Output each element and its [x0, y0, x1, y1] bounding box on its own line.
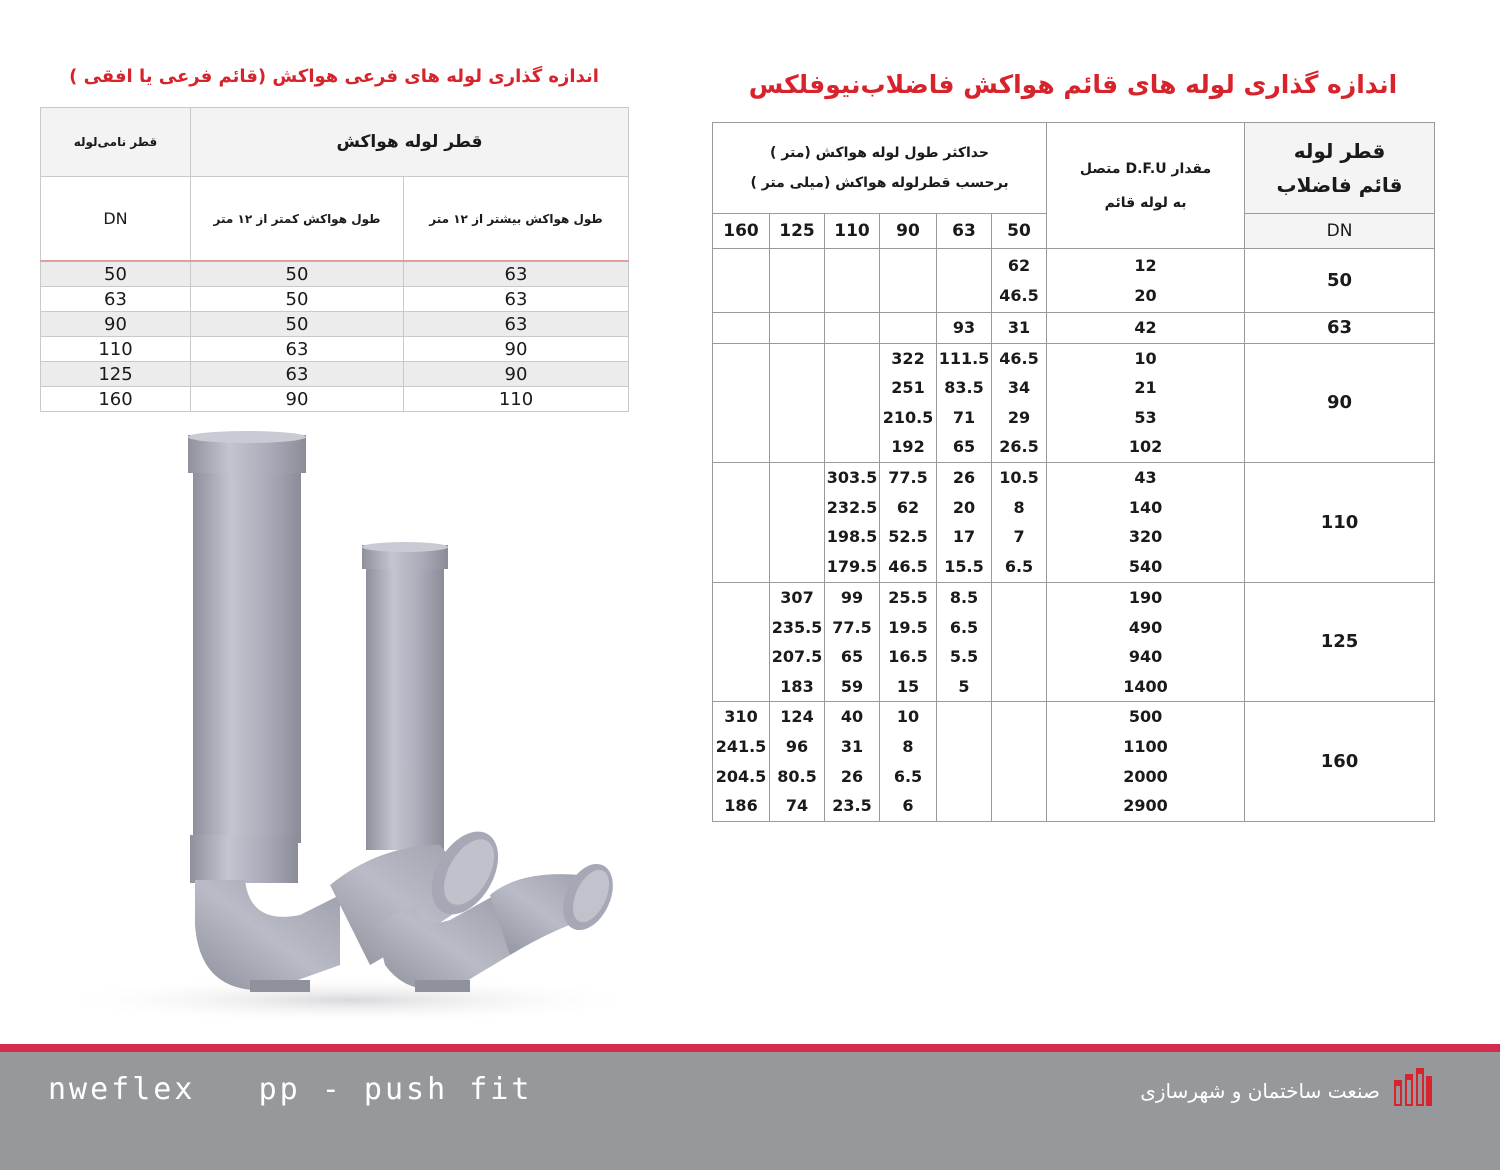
vent-more-12-header: طول هواکش بیشتر از ۱۲ متر — [404, 177, 629, 262]
cell-dfu — [1047, 582, 1245, 701]
cell-less: 50 — [191, 287, 404, 312]
cell-c125 — [770, 249, 825, 313]
cell-dn: 63 — [41, 287, 191, 312]
cell-value: 10 — [896, 707, 920, 727]
cell-c160 — [713, 702, 770, 821]
cell-value: 303.5 — [826, 468, 878, 488]
cell-value: 5 — [958, 676, 970, 696]
table-row — [41, 261, 629, 287]
cell-dn: 90 — [41, 312, 191, 337]
cell-c63 — [937, 702, 992, 821]
dn-header: DN — [1245, 214, 1435, 249]
cell-dn: 90 — [1245, 343, 1435, 462]
cell-c160 — [713, 313, 770, 344]
right-table-title: اندازه گذاری لوله های قائم هواکش فاضلاب‌نیوفلکس — [748, 70, 1398, 99]
cell-c50 — [992, 313, 1047, 344]
branch-vent-sizing-table — [40, 107, 629, 412]
cell-value: 186 — [724, 796, 758, 816]
cell-c160 — [713, 343, 770, 462]
cell-c110 — [825, 702, 880, 821]
cell-value: 62 — [896, 497, 920, 517]
vent-diameter-header — [191, 108, 629, 177]
cell-c160 — [713, 462, 770, 582]
cell-value: 31 — [840, 736, 864, 756]
left-table-title: اندازه گذاری لوله های فرعی هواکش (قائم فرعی یا افقی ) — [69, 66, 599, 87]
stack-diameter-line2: قائم فاضلاب — [1276, 173, 1403, 197]
cell-dn: 160 — [41, 387, 191, 412]
cell-value: 34 — [1007, 378, 1031, 398]
cell-c50 — [992, 582, 1047, 701]
column-header: 63 — [937, 214, 992, 249]
cell-c160 — [713, 582, 770, 701]
cell-value: 6.5 — [1004, 557, 1034, 577]
cell-value: 307 — [780, 587, 814, 607]
brand-name: nweflex pp - push fit — [48, 1072, 533, 1107]
stack-vent-sizing-table — [712, 122, 1435, 822]
max-vent-length-line1: حداکثر طول لوله هواکش (متر ) — [770, 145, 989, 161]
cell-value: 74 — [785, 796, 809, 816]
cell-c125 — [770, 582, 825, 701]
cell-c110 — [825, 313, 880, 344]
cell-more: 63 — [404, 261, 629, 287]
cell-value: 251 — [891, 378, 925, 398]
cell-less: 63 — [191, 337, 404, 362]
cell-c110 — [825, 249, 880, 313]
cell-c63 — [937, 249, 992, 313]
cell-dn: 110 — [41, 337, 191, 362]
cell-dn: 50 — [41, 261, 191, 287]
cell-value: 111.5 — [938, 348, 990, 368]
cell-value: 207.5 — [771, 647, 823, 667]
cell-value: 19.5 — [888, 617, 928, 637]
cell-more: 90 — [404, 362, 629, 387]
cell-more: 63 — [404, 287, 629, 312]
cell-c50 — [992, 702, 1047, 821]
cell-value: 10 — [1134, 348, 1157, 368]
nominal-diameter-label: قطر نامی‌لوله — [73, 135, 158, 149]
cell-c125 — [770, 343, 825, 462]
cell-value: 65 — [840, 647, 864, 667]
cell-more: 110 — [404, 387, 629, 412]
cell-value: 204.5 — [715, 766, 767, 786]
cell-dfu — [1047, 702, 1245, 821]
table-row — [713, 343, 1435, 462]
column-header: 50 — [992, 214, 1047, 249]
cell-less: 50 — [191, 261, 404, 287]
cell-value: 26.5 — [999, 437, 1039, 457]
cell-value: 46.5 — [888, 557, 928, 577]
dfu-header-line2: به لوله قائم — [1104, 194, 1187, 211]
cell-value: 322 — [891, 348, 925, 368]
cell-c50 — [992, 249, 1047, 313]
cell-value: 16.5 — [888, 647, 928, 667]
cell-value: 15 — [896, 676, 920, 696]
cell-value: 71 — [952, 407, 976, 427]
cell-value: 80.5 — [777, 766, 817, 786]
cell-value: 77.5 — [832, 617, 872, 637]
cell-c90 — [880, 343, 937, 462]
table-row — [41, 362, 629, 387]
table-row — [713, 462, 1435, 582]
cell-value: 198.5 — [826, 527, 878, 547]
nominal-diameter-header — [41, 108, 191, 177]
cell-value: 99 — [840, 587, 864, 607]
cell-value: 5.5 — [949, 647, 979, 667]
cell-dn: 110 — [1245, 462, 1435, 582]
cell-value: 25.5 — [888, 587, 928, 607]
vent-less-12-header: طول هواکش کمتر از ۱۲ متر — [191, 177, 404, 262]
cell-value: 183 — [780, 676, 814, 696]
cell-value: 96 — [785, 736, 809, 756]
max-vent-length-line2: برحسب قطرلوله هواکش (میلی متر ) — [750, 175, 1009, 191]
cell-c90 — [880, 582, 937, 701]
cell-value: 20 — [952, 497, 976, 517]
table-row — [41, 387, 629, 412]
cell-value: 46.5 — [999, 285, 1039, 305]
table-row — [713, 582, 1435, 701]
cell-value: 232.5 — [826, 497, 878, 517]
cell-value: 40 — [840, 707, 864, 727]
column-header: 110 — [825, 214, 880, 249]
cell-value: 190 — [1128, 587, 1163, 607]
column-header: 90 — [880, 214, 937, 249]
cell-value: 65 — [952, 437, 976, 457]
cell-value: 12 — [1134, 255, 1157, 275]
cell-value: 192 — [891, 437, 925, 457]
cell-value: 8 — [1013, 497, 1025, 517]
cell-more: 63 — [404, 312, 629, 337]
cell-value: 52.5 — [888, 527, 928, 547]
cell-value: 6.5 — [893, 766, 923, 786]
table-row — [713, 249, 1435, 313]
cell-value: 179.5 — [826, 557, 878, 577]
cell-value: 43 — [1134, 468, 1157, 488]
max-vent-length-header — [713, 123, 1047, 214]
cell-value: 77.5 — [888, 468, 928, 488]
cell-value: 83.5 — [944, 378, 984, 398]
building-logo-icon — [1392, 1066, 1434, 1106]
cell-value: 6 — [902, 796, 914, 816]
cell-value: 53 — [1134, 407, 1157, 427]
cell-value: 21 — [1134, 378, 1157, 398]
cell-c110 — [825, 582, 880, 701]
cell-dn: 63 — [1245, 313, 1435, 344]
vent-diameter-label: قطر لوله هواکش — [336, 132, 483, 152]
cell-value: 42 — [1134, 318, 1157, 337]
cell-value: 2000 — [1123, 766, 1168, 786]
cell-value: 20 — [1134, 285, 1157, 305]
cell-dfu — [1047, 249, 1245, 313]
cell-value: 17 — [952, 527, 976, 547]
cell-dfu — [1047, 313, 1245, 344]
cell-value: 6.5 — [949, 617, 979, 637]
cell-value: 31 — [1007, 318, 1031, 337]
footer-bar — [0, 1052, 1500, 1170]
cell-dn: 125 — [1245, 582, 1435, 701]
cell-value: 23.5 — [832, 796, 872, 816]
cell-c63 — [937, 582, 992, 701]
dn-header: DN — [41, 177, 191, 262]
cell-c110 — [825, 343, 880, 462]
cell-value: 15.5 — [944, 557, 984, 577]
column-header: 125 — [770, 214, 825, 249]
cell-value: 241.5 — [715, 736, 767, 756]
cell-less: 50 — [191, 312, 404, 337]
cell-value: 490 — [1128, 617, 1163, 637]
cell-value: 8 — [902, 736, 914, 756]
cell-c90 — [880, 462, 937, 582]
cell-value: 93 — [952, 318, 976, 337]
cell-c125 — [770, 702, 825, 821]
cell-less: 63 — [191, 362, 404, 387]
cell-value: 2900 — [1123, 796, 1168, 816]
cell-c63 — [937, 343, 992, 462]
cell-c50 — [992, 343, 1047, 462]
cell-c90 — [880, 249, 937, 313]
cell-c63 — [937, 462, 992, 582]
cell-c160 — [713, 249, 770, 313]
cell-c125 — [770, 313, 825, 344]
cell-value: 140 — [1128, 497, 1163, 517]
cell-value: 10.5 — [999, 468, 1039, 488]
cell-c90 — [880, 702, 937, 821]
cell-dn: 160 — [1245, 702, 1435, 821]
footer-rule — [0, 1044, 1500, 1052]
cell-value: 940 — [1128, 647, 1163, 667]
cell-value: 29 — [1007, 407, 1031, 427]
vent-pipe-product-image — [40, 425, 680, 1025]
stack-diameter-line1: قطر لوله — [1293, 139, 1386, 163]
stack-diameter-header — [1245, 123, 1435, 214]
table-row — [713, 702, 1435, 821]
cell-value: 1100 — [1123, 736, 1168, 756]
cell-more: 90 — [404, 337, 629, 362]
cell-value: 210.5 — [882, 407, 934, 427]
column-header: 160 — [713, 214, 770, 249]
cell-c63 — [937, 313, 992, 344]
cell-value: 310 — [724, 707, 758, 727]
cell-value: 26 — [840, 766, 864, 786]
cell-c90 — [880, 313, 937, 344]
table-row — [41, 312, 629, 337]
cell-c50 — [992, 462, 1047, 582]
cell-value: 500 — [1128, 707, 1163, 727]
dfu-header — [1047, 123, 1245, 249]
table-row — [41, 287, 629, 312]
cell-value: 62 — [1007, 255, 1031, 275]
cell-dn: 50 — [1245, 249, 1435, 313]
cell-value: 59 — [840, 676, 864, 696]
cell-value: 235.5 — [771, 617, 823, 637]
table-row — [713, 313, 1435, 344]
cell-dfu — [1047, 462, 1245, 582]
cell-value: 124 — [780, 707, 814, 727]
cell-value: 320 — [1128, 527, 1163, 547]
cell-value: 102 — [1128, 437, 1163, 457]
cell-value: 26 — [952, 468, 976, 488]
cell-c110 — [825, 462, 880, 582]
table-row — [41, 337, 629, 362]
cell-dn: 125 — [41, 362, 191, 387]
footer-tagline: صنعت ساختمان و شهرسازی — [1140, 1079, 1380, 1103]
cell-value: 8.5 — [949, 587, 979, 607]
cell-value: 1400 — [1123, 676, 1168, 696]
cell-dfu — [1047, 343, 1245, 462]
cell-c125 — [770, 462, 825, 582]
cell-value: 46.5 — [999, 348, 1039, 368]
cell-value: 7 — [1013, 527, 1025, 547]
cell-value: 540 — [1128, 557, 1163, 577]
dfu-header-line1: مقدار D.F.U متصل — [1079, 160, 1212, 177]
cell-less: 90 — [191, 387, 404, 412]
